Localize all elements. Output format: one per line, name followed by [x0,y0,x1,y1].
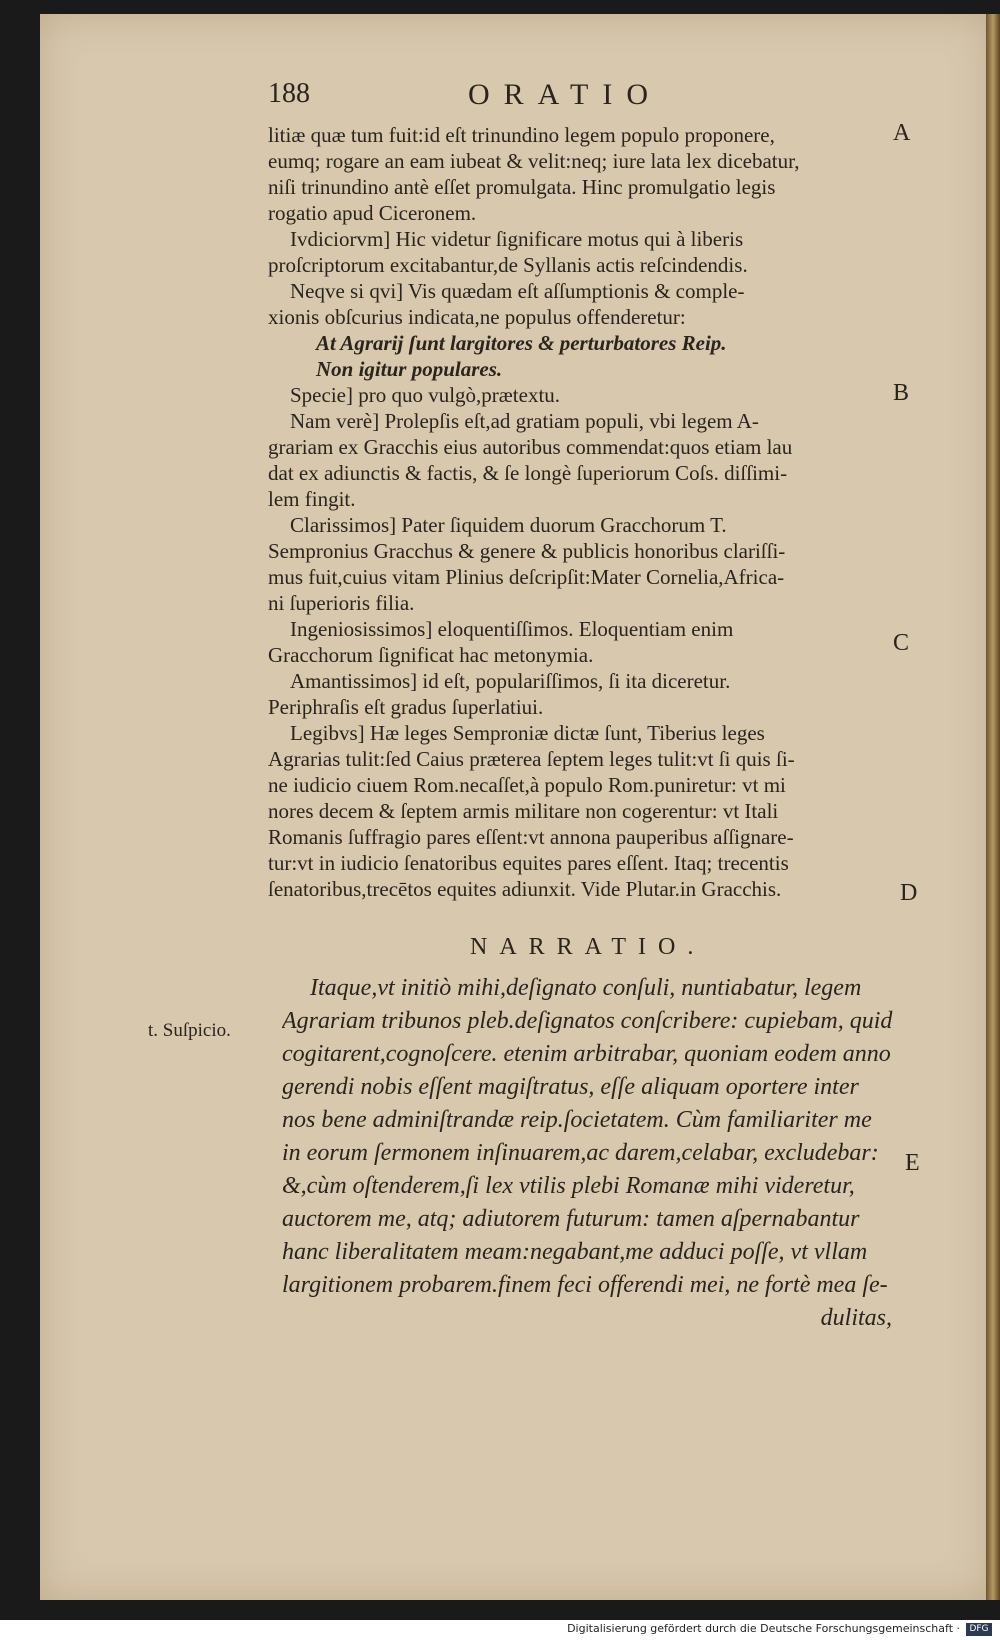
margin-letter-e: E [905,1150,920,1176]
text-line: proſcriptorum excitabantur,de Syllanis actis reſcindendis. [268,253,748,277]
narratio-line: gerendi nobis eſſent magiſtratus, eſſe aliquam oportere inter [282,1074,859,1100]
text-line: Neqve si qvi] Vis quædam eſt aſſumptionis & comple- [290,279,745,303]
text-line: Nam verè] Prolepſis eſt,ad gratiam populi, vbi legem A- [290,409,759,433]
book-edge [986,14,1000,1600]
footer-bar [0,1620,1000,1640]
text-line: Gracchorum ſignificat hac metonymia. [268,643,594,667]
narratio-line: in eorum ſermonem inſinuarem,ac darem,celabar, excludebar: [282,1140,879,1166]
narratio-line: auctorem me, atq; adiutorem futurum: tamen aſpernabantur [282,1206,860,1232]
text-line: xionis obſcurius indicata,ne populus offenderetur: [268,305,686,329]
text-line: Non igitur populares. [316,357,503,381]
margin-letter-b: B [893,380,910,406]
text-line: nores decem & ſeptem armis militare non cogerentur: vt Itali [268,799,779,823]
text-line: ni ſuperioris filia. [268,591,415,615]
text-line: rogatio apud Ciceronem. [268,201,477,225]
page-header [268,78,908,118]
narratio-line: cogitarent,cognoſcere. etenim arbitrabar, quoniam eodem anno [282,1041,891,1067]
text-line: Specie] pro quo vulgò,prætextu. [290,383,561,407]
text-line: grariam ex Gracchis eius autoribus commendat:quos etiam lau [268,435,793,459]
text-line: ſenatoribus,trecētos equites adiunxit. Vide Plutar.in Gracchis. [268,877,782,901]
section-heading: NARRATIO. [470,934,706,960]
narratio-line: hanc liberalitatem meam:negabant,me adduci poſſe, vt vllam [282,1239,868,1265]
footer-text: Digitalisierung gefördert durch die Deutsche Forschungsgemeinschaft · [567,1622,960,1635]
text-line: Romanis ſuffragio pares eſſent:vt annona pauperibus aſſignare- [268,825,794,849]
text-line: Clarissimos] Pater ſiquidem duorum Gracchorum T. [290,513,727,537]
margin-letter-d: D [900,880,918,906]
text-line: dat ex adiunctis & factis, & ſe longè ſuperiorum Coſs. diſſimi- [268,461,788,485]
text-line: Ingeniosissimos] eloquentiſſimos. Eloquentiam enim [290,617,734,641]
text-line: At Agrarij ſunt largitores & perturbatores Reip. [316,331,727,355]
margin-letter-a: A [893,120,911,146]
text-line: Sempronius Gracchus & genere & publicis honoribus clariſſi- [268,539,786,563]
running-title: ORATIO [468,78,662,111]
text-line: Periphraſis eſt gradus ſuperlatiui. [268,695,544,719]
narratio-line: largitionem probarem.finem feci offerendi mei, ne fortè mea ſe- [282,1272,888,1298]
text-line: ne iudicio ciuem Rom.necaſſet,à populo Rom.puniretur: vt mi [268,773,786,797]
narratio-line: dulitas, [820,1305,892,1331]
narratio-line: nos bene adminiſtrandæ reip.ſocietatem. Cùm familiariter me [282,1107,872,1133]
text-line: niſi trinundino antè eſſet promulgata. Hinc promulgatio legis [268,175,776,199]
narratio-line: &,cùm oſtenderem,ſi lex vtilis plebi Romanæ mihi videretur, [282,1173,855,1199]
text-line: litiæ quæ tum fuit:id eſt trinundino legem populo proponere, [268,123,775,147]
text-line: Agrarias tulit:ſed Caius præterea ſeptem leges tulit:vt ſi quis ſi- [268,747,795,771]
narratio-line: Agrariam tribunos pleb.deſignatos conſcribere: cupiebam, quid [282,1008,893,1034]
text-line: Ivdiciorvm] Hic videtur ſignificare motus qui à liberis [290,227,744,251]
text-line: Legibvs] Hæ leges Semproniæ dictæ ſunt, Tiberius leges [290,721,765,745]
text-line: lem fingit. [268,487,356,511]
dfg-logo: DFG [966,1623,992,1636]
side-note: t. Suſpicio. [148,1020,231,1041]
text-line: mus fuit,cuius vitam Plinius deſcripſit:Mater Cornelia,Africa- [268,565,785,589]
narratio-line: Itaque,vt initiò mihi,deſignato conſuli, nuntiabatur, legem [310,975,862,1001]
text-line: Amantissimos] id eſt, populariſſimos, ſi ita diceretur. [290,669,731,693]
narratio-text [282,972,942,1335]
commentary-text [268,122,938,902]
text-line: eumq; rogare an eam iubeat & velit:neq; iure lata lex dicebatur, [268,149,800,173]
text-line: tur:vt in iudicio ſenatoribus equites pares eſſent. Itaq; trecentis [268,851,789,875]
margin-letter-c: C [893,630,910,656]
page-number: 188 [268,78,310,109]
